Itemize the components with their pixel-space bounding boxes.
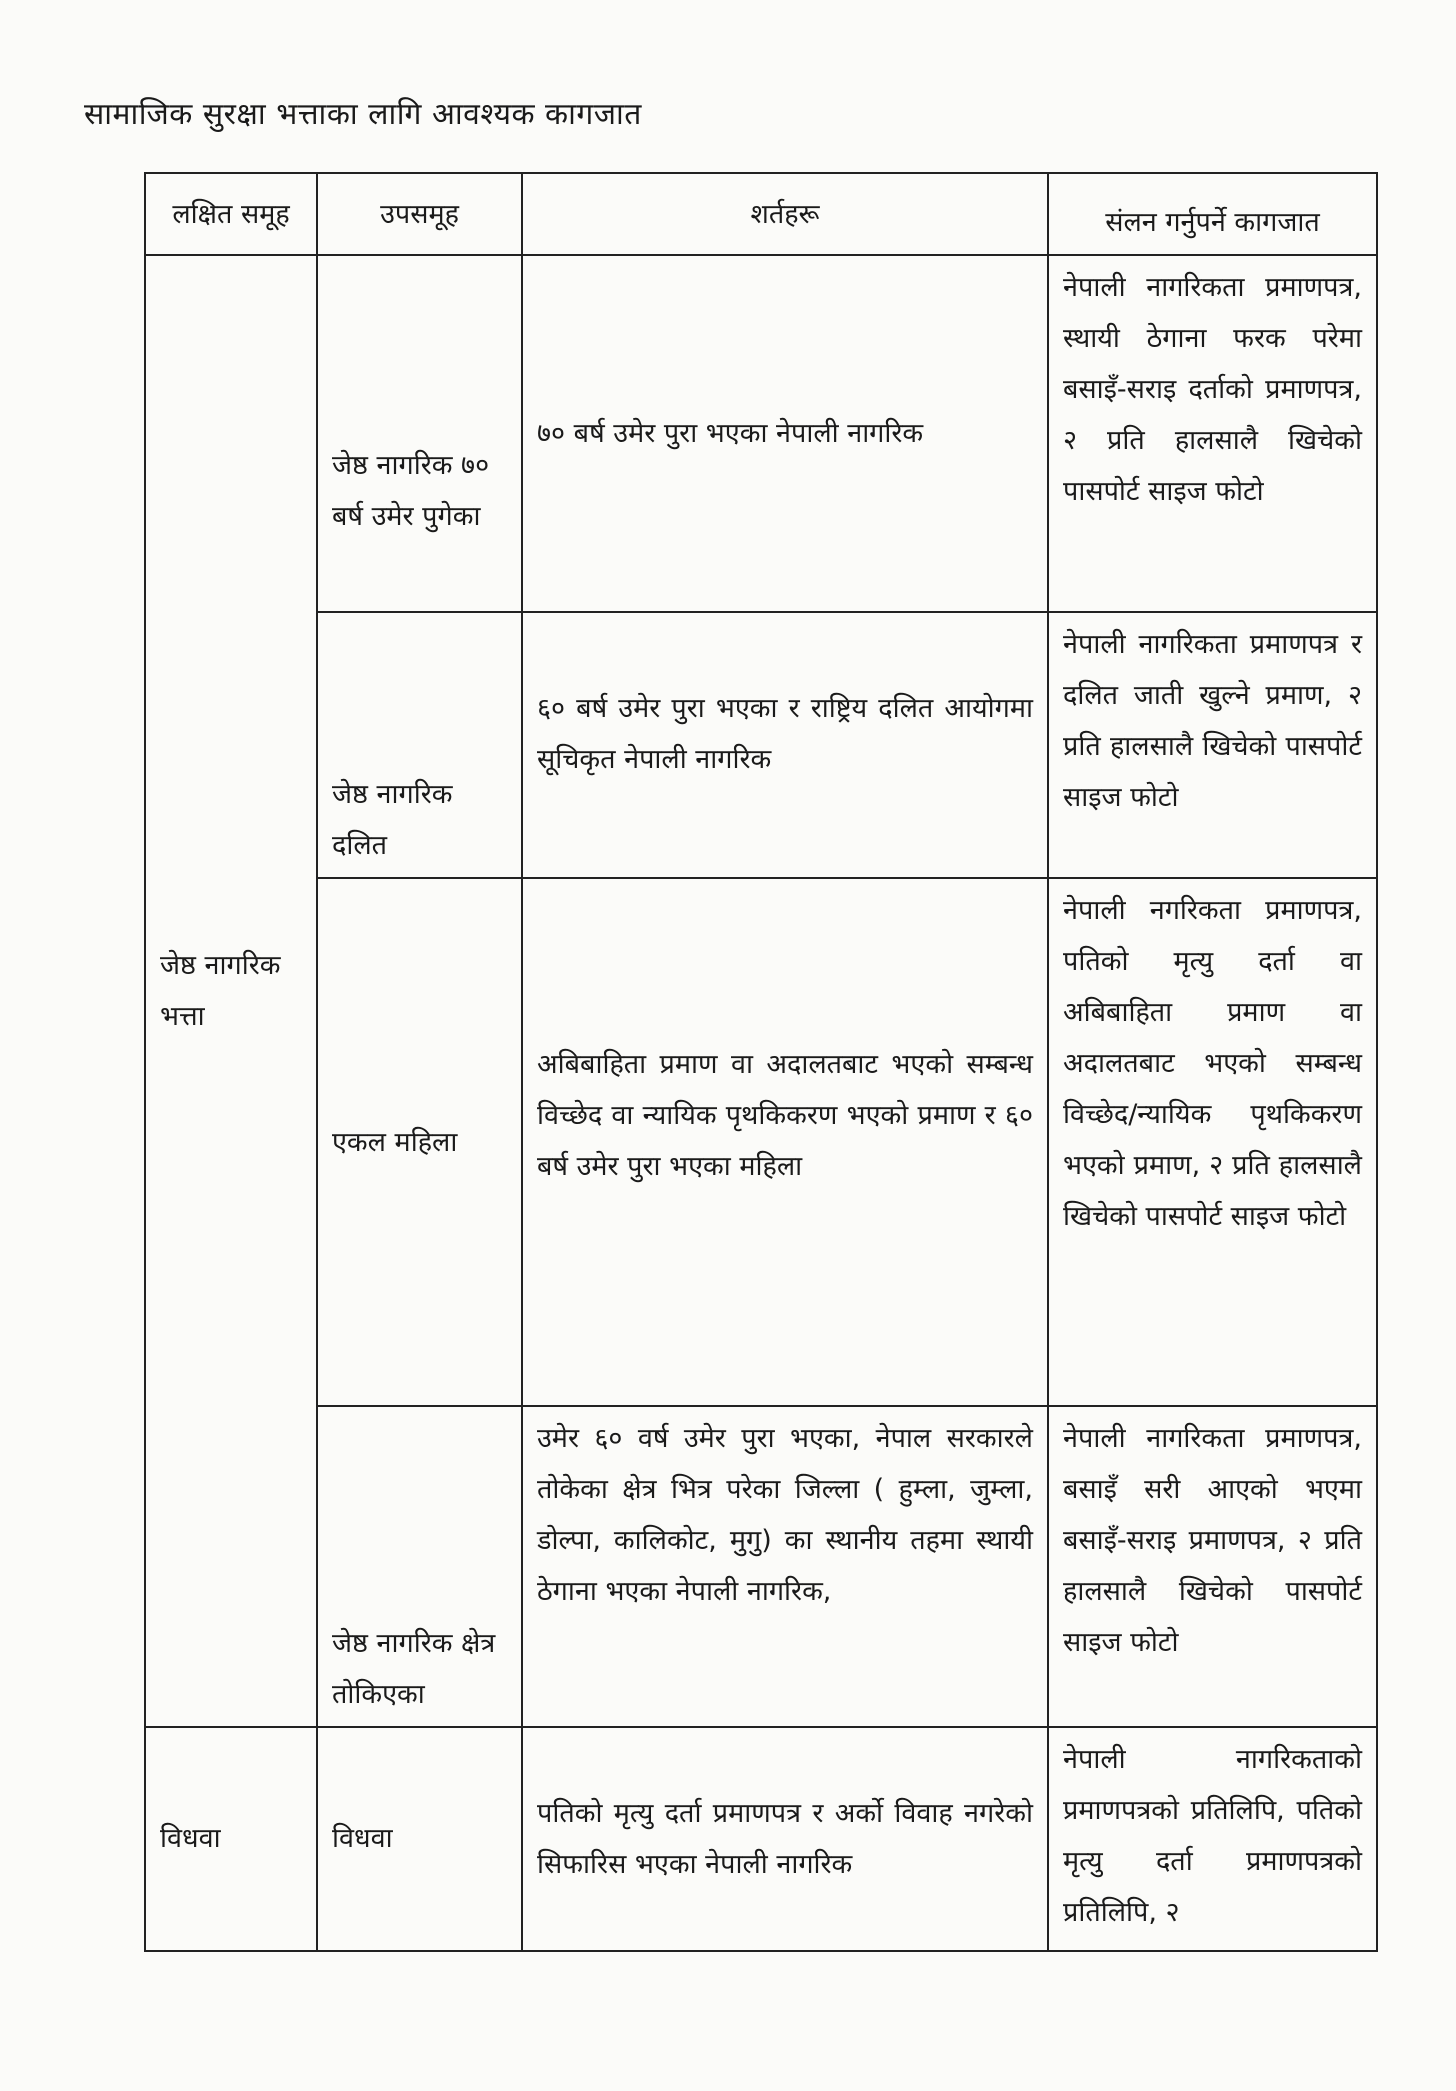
subgroup-cell: जेष्ठ नागरिक ७० बर्ष उमेर पुगेका — [317, 255, 522, 612]
table-row — [145, 255, 1377, 612]
conditions-cell: पतिको मृत्यु दर्ता प्रमाणपत्र र अर्को विवाह नगरेको सिफारिस भएका नेपाली नागरिक — [522, 1727, 1048, 1951]
documents-cell: नेपाली नागरिकता प्रमाणपत्र, बसाइँ सरी आएको भएमा बसाइँ-सराइ प्रमाणपत्र, २ प्रति हालसालै खिचेको पासपोर्ट साइज फोटो — [1048, 1406, 1377, 1727]
subgroup-cell: विधवा — [317, 1727, 522, 1951]
documents-cell: नेपाली नागरिकता प्रमाणपत्र र दलित जाती खुल्ने प्रमाण, २ प्रति हालसालै खिचेको पासपोर्ट साइज फोटो — [1048, 612, 1377, 878]
table-row — [145, 1406, 1377, 1727]
table-row — [145, 1727, 1377, 1951]
documents-cell: नेपाली नागरिकताको प्रमाणपत्रको प्रतिलिपि, पतिको मृत्यु दर्ता प्रमाणपत्रको प्रतिलिपि, २ — [1048, 1727, 1377, 1951]
conditions-cell: अबिबाहिता प्रमाण वा अदालतबाट भएको सम्बन्ध विच्छेद वा न्यायिक पृथकिकरण भएको प्रमाण र ६० बर्ष उमेर पुरा भएका महिला — [522, 878, 1048, 1406]
requirements-table — [144, 172, 1378, 1952]
subgroup-cell: जेष्ठ नागरिक दलित — [317, 612, 522, 878]
documents-cell: नेपाली नागरिकता प्रमाणपत्र, स्थायी ठेगाना फरक परेमा बसाइँ-सराइ दर्ताको प्रमाणपत्र, २ प्रति हालसालै खिचेको पासपोर्ट साइज फोटो — [1048, 255, 1377, 612]
subgroup-cell: जेष्ठ नागरिक क्षेत्र तोकिएका — [317, 1406, 522, 1727]
header-documents: संलन गर्नुपर्ने कागजात — [1048, 173, 1377, 255]
header-conditions: शर्तहरू — [522, 173, 1048, 255]
header-subgroup: उपसमूह — [317, 173, 522, 255]
table-row — [145, 612, 1377, 878]
target-group-cell: जेष्ठ नागरिक भत्ता — [145, 255, 317, 1727]
header-row — [145, 173, 1377, 255]
conditions-cell: ६० बर्ष उमेर पुरा भएका र राष्ट्रिय दलित आयोगमा सूचिकृत नेपाली नागरिक — [522, 612, 1048, 878]
documents-cell: नेपाली नगरिकता प्रमाणपत्र, पतिको मृत्यु दर्ता वा अबिबाहिता प्रमाण वा अदालतबाट भएको सम्बन्ध विच्छेद/न्यायिक पृथकिकरण भएको प्रमाण, २ प्रति हालसालै खिचेको पासपोर्ट साइज फोटो — [1048, 878, 1377, 1406]
subgroup-cell: एकल महिला — [317, 878, 522, 1406]
table-row — [145, 878, 1377, 1406]
page-title: सामाजिक सुरक्षा भत्ताका लागि आवश्यक कागजात — [84, 97, 642, 132]
conditions-cell: ७० बर्ष उमेर पुरा भएका नेपाली नागरिक — [522, 255, 1048, 612]
header-target-group: लक्षित समूह — [145, 173, 317, 255]
conditions-cell: उमेर ६० वर्ष उमेर पुरा भएका, नेपाल सरकारले तोकेका क्षेत्र भित्र परेका जिल्ला ( हुम्ला, जुम्ला, डोल्पा, कालिकोट, मुगु) का स्थानीय तहमा स्थायी ठेगाना भएका नेपाली नागरिक, — [522, 1406, 1048, 1727]
target-group-cell: विधवा — [145, 1727, 317, 1951]
